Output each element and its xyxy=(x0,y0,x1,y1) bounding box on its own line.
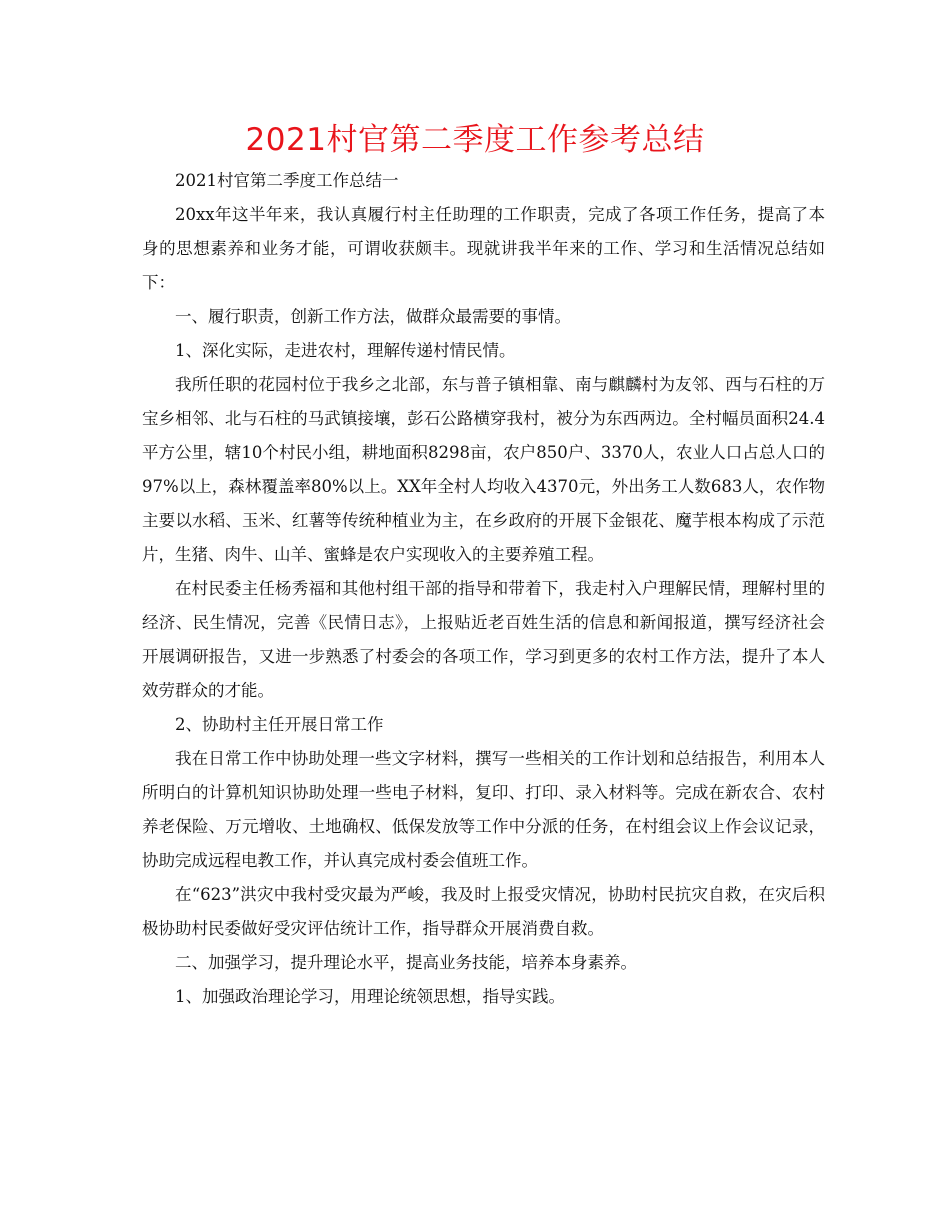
paragraph-daily-work: 我在日常工作中协助处理一些文字材料，撰写一些相关的工作计划和总结报告，利用本人所明白的计算机知识协助处理一些电子材料，复印、打印、录入材料等。完成在新农合、农村养老保险、万元增收、土地确权、低保发放等工作中分派的任务，在村组会议上作会议记录，协助完成远程电教工作，并认真完成村委会值班工作。 xyxy=(142,749,825,870)
section-heading-2: 二、加强学习，提升理论水平，提高业务技能，培养本身素养。 xyxy=(175,953,637,972)
paragraph-intro: 20xx年这半年来，我认真履行村主任助理的工作职责，完成了各项工作任务，提高了本身的思想素养和业务才能，可谓收获颇丰。现就讲我半年来的工作、学习和生活情况总结如下： xyxy=(142,205,825,292)
document-title: 2021村官第二季度工作参考总结 xyxy=(245,122,705,158)
subsection-heading-1-2: 2、协助村主任开展日常工作 xyxy=(175,715,384,734)
section-heading-1: 一、履行职责，创新工作方法，做群众最需要的事情。 xyxy=(175,307,571,326)
paragraph-village-overview: 我所任职的花园村位于我乡之北部，东与普子镇相靠、南与麒麟村为友邻、西与石柱的万宝乡相邻、北与石柱的马武镇接壤，彭石公路横穿我村，被分为东西两边。全村幅员面积24.4平方公里，辖10个村民小组，耕地面积8298亩，农户850户、3370人，农业人口占总人口的97%以上，森林覆盖率80%以上。XX年全村人均收入4370元，外出务工人数683人，农作物主要以水稻、玉米、红薯等传统种植业为主，在乡政府的开展下金银花、魔芋根本构成了示范片，生猪、肉牛、山羊、蜜蜂是农户实现收入的主要养殖工程。 xyxy=(142,375,825,564)
paragraph-fieldwork: 在村民委主任杨秀福和其他村组干部的指导和带着下，我走村入户理解民情，理解村里的经济、民生情况，完善《民情日志》，上报贴近老百姓生活的信息和新闻报道，撰写经济社会开展调研报告，又进一步熟悉了村委会的各项工作，学习到更多的农村工作方法，提升了本人效劳群众的才能。 xyxy=(142,579,825,700)
subsection-heading-1-1: 1、深化实际，走进农村，理解传递村情民情。 xyxy=(175,341,516,360)
document-body xyxy=(142,164,825,1014)
paragraph-subtitle: 2021村官第二季度工作总结一 xyxy=(175,171,399,190)
subsection-heading-2-1: 1、加强政治理论学习，用理论统领思想，指导实践。 xyxy=(175,987,565,1006)
paragraph-flood-relief: 在“623”洪灾中我村受灾最为严峻，我及时上报受灾情况，协助村民抗灾自救，在灾后积极协助村民委做好受灾评估统计工作，指导群众开展消费自救。 xyxy=(142,885,825,938)
